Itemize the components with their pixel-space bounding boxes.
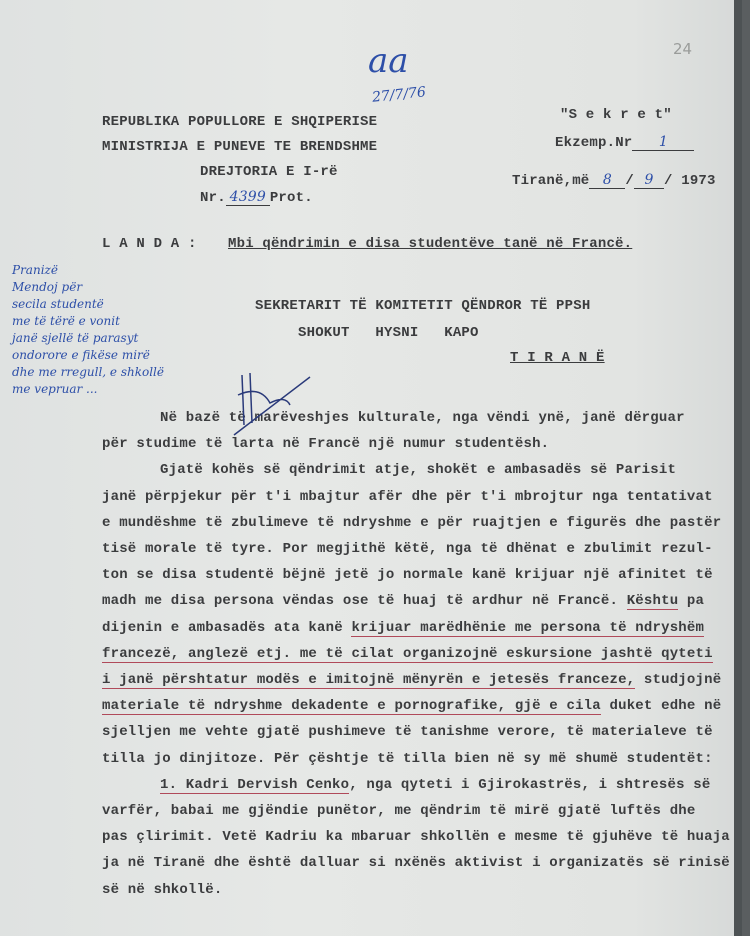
note-line: Mendoj për <box>12 280 83 294</box>
body-line <box>160 777 711 793</box>
handwritten-signature <box>230 365 320 445</box>
protocol-suffix: Prot. <box>269 190 313 206</box>
classification-label: "S e k r e t" <box>560 107 672 123</box>
body-text: e mundëshme të zbulimeve të ndryshme e për ruajtjen e figurës dhe pastër <box>102 514 722 531</box>
body-line <box>102 646 713 662</box>
date-year: 1973 <box>681 173 716 189</box>
body-line <box>102 724 713 740</box>
handwritten-initials: aa <box>368 41 409 81</box>
page-number: 24 <box>673 40 693 58</box>
body-text: Gjatë kohës së qëndrimit atje, shokët e ambasadës së Parisit <box>160 462 677 479</box>
body-text: tisë morale të tyre. Por megjithë këtë, nga të dhënat e zbulimit rezul- <box>102 541 713 557</box>
copy-label: Ekzemp.Nr <box>555 135 633 151</box>
body-text: ton se disa studentë bëjnë jetë jo normale kanë krijuar një afinitet të <box>102 567 713 584</box>
copy-number <box>555 134 694 151</box>
body-text: Në bazë të marëveshjes kulturale, nga vëndi ynë, janë dërguar <box>160 410 685 426</box>
copy-value: 1 <box>632 134 694 151</box>
addressee-city: T I R A N Ë <box>510 350 605 366</box>
underlined-phrase: 1. Kadri Dervish Cenko <box>160 776 350 793</box>
body-line <box>102 620 704 636</box>
org-line-directorate: DREJTORIA E I-rë <box>200 164 338 180</box>
note-line: dhe me rregull, e shkollë <box>12 365 164 379</box>
note-line: me vepruar ... <box>12 382 98 396</box>
body-text: tilla jo dinjitoze. Për çështje të tilla bien në sy më shumë studentët: <box>102 750 713 767</box>
protocol-value: 4399 <box>226 189 270 206</box>
body-text: dijenin e ambasadës ata kanë <box>102 619 352 636</box>
body-text: duket edhe në <box>600 698 722 715</box>
body-text: pa <box>678 593 705 610</box>
body-text: për studime të larta në Francë një numur studentësh. <box>102 436 550 453</box>
subject-text: Mbi qëndrimin e disa studentëve tanë në Francë. <box>228 236 633 252</box>
document-date: Tiranë,më 8 / 9 / 1973 <box>512 172 716 189</box>
subject-label: L A N D A : <box>102 236 197 252</box>
addressee-line-1: SEKRETARIT TË KOMITETIT QËNDROR TË PPSH <box>255 298 591 314</box>
protocol-prefix: Nr. <box>200 190 226 206</box>
body-line <box>102 672 721 688</box>
date-day: 8 <box>589 172 625 189</box>
body-text: pas çlirimit. Vetë Kadriu ka mbaruar shkollën e mesme të gjuhëve të huaja <box>102 829 730 846</box>
body-line <box>102 489 713 505</box>
date-month: 9 <box>634 172 664 189</box>
note-line: Pranizë <box>12 263 58 277</box>
body-text: studjojnë <box>635 672 722 688</box>
handwritten-date: 27/7/76 <box>371 84 427 106</box>
note-line: ondorore e fikëse mirë <box>12 348 150 362</box>
body-text: sjelljen me vehte gjatë pushimeve të tanishme verore, të materialeve të <box>102 724 713 741</box>
body-line <box>102 751 713 767</box>
underlined-phrase: i janë përshtatur modës e imitojnë mënyrën e jetesës franceze, <box>102 672 636 688</box>
underlined-phrase: francezë, anglezë etj. me të cilat organizojnë eskursione jashtë qyteti <box>102 645 713 662</box>
body-text: , nga qyteti i Gjirokastrës, i shtresës së <box>349 776 711 793</box>
body-line <box>102 803 696 819</box>
body-line <box>102 882 222 898</box>
addressee-line-2: SHOKUT HYSNI KAPO <box>298 325 479 341</box>
body-text: ja në Tiranë dhe është dalluar si nxënës aktivist i organizatës së rinisë <box>102 855 730 872</box>
body-line <box>102 855 730 871</box>
body-line <box>102 829 730 845</box>
org-line-republic: REPUBLIKA POPULLORE E SHQIPERISE <box>102 114 378 130</box>
underlined-phrase: Kështu <box>626 593 679 610</box>
body-line <box>160 462 676 478</box>
date-prefix: Tiranë,më <box>512 173 590 189</box>
handwritten-margin-note <box>12 262 164 398</box>
body-line <box>102 515 721 531</box>
body-text: së në shkollë. <box>102 881 223 898</box>
body-line <box>102 436 549 452</box>
body-line <box>102 567 713 583</box>
org-line-ministry: MINISTRIJA E PUNEVE TE BRENDSHME <box>102 139 378 155</box>
protocol-number <box>200 189 313 206</box>
note-line: janë sjellë të parasyt <box>12 331 139 345</box>
page-edge-shadow <box>734 0 742 936</box>
underlined-phrase: materiale të ndryshme dekadente e pornografike, gjë e cila <box>102 698 601 715</box>
body-line <box>102 541 713 557</box>
body-text: varfër, babai me gjëndie punëtor, me qëndrim të mirë gjatë luftës dhe <box>102 803 696 819</box>
underlined-phrase: krijuar marëdhënie me persona të ndryshëm <box>351 619 705 636</box>
body-text: madh me disa persona vëndas ose të huaj të ardhur në Francë. <box>102 593 627 610</box>
body-text: janë përpjekur për t'i mbajtur afër dhe për t'i mbrojtur nga tentativat <box>102 488 713 505</box>
body-line <box>102 593 704 609</box>
note-line: secila studentë <box>12 297 104 311</box>
note-line: me të tërë e vonit <box>12 314 120 328</box>
body-line <box>102 698 721 714</box>
